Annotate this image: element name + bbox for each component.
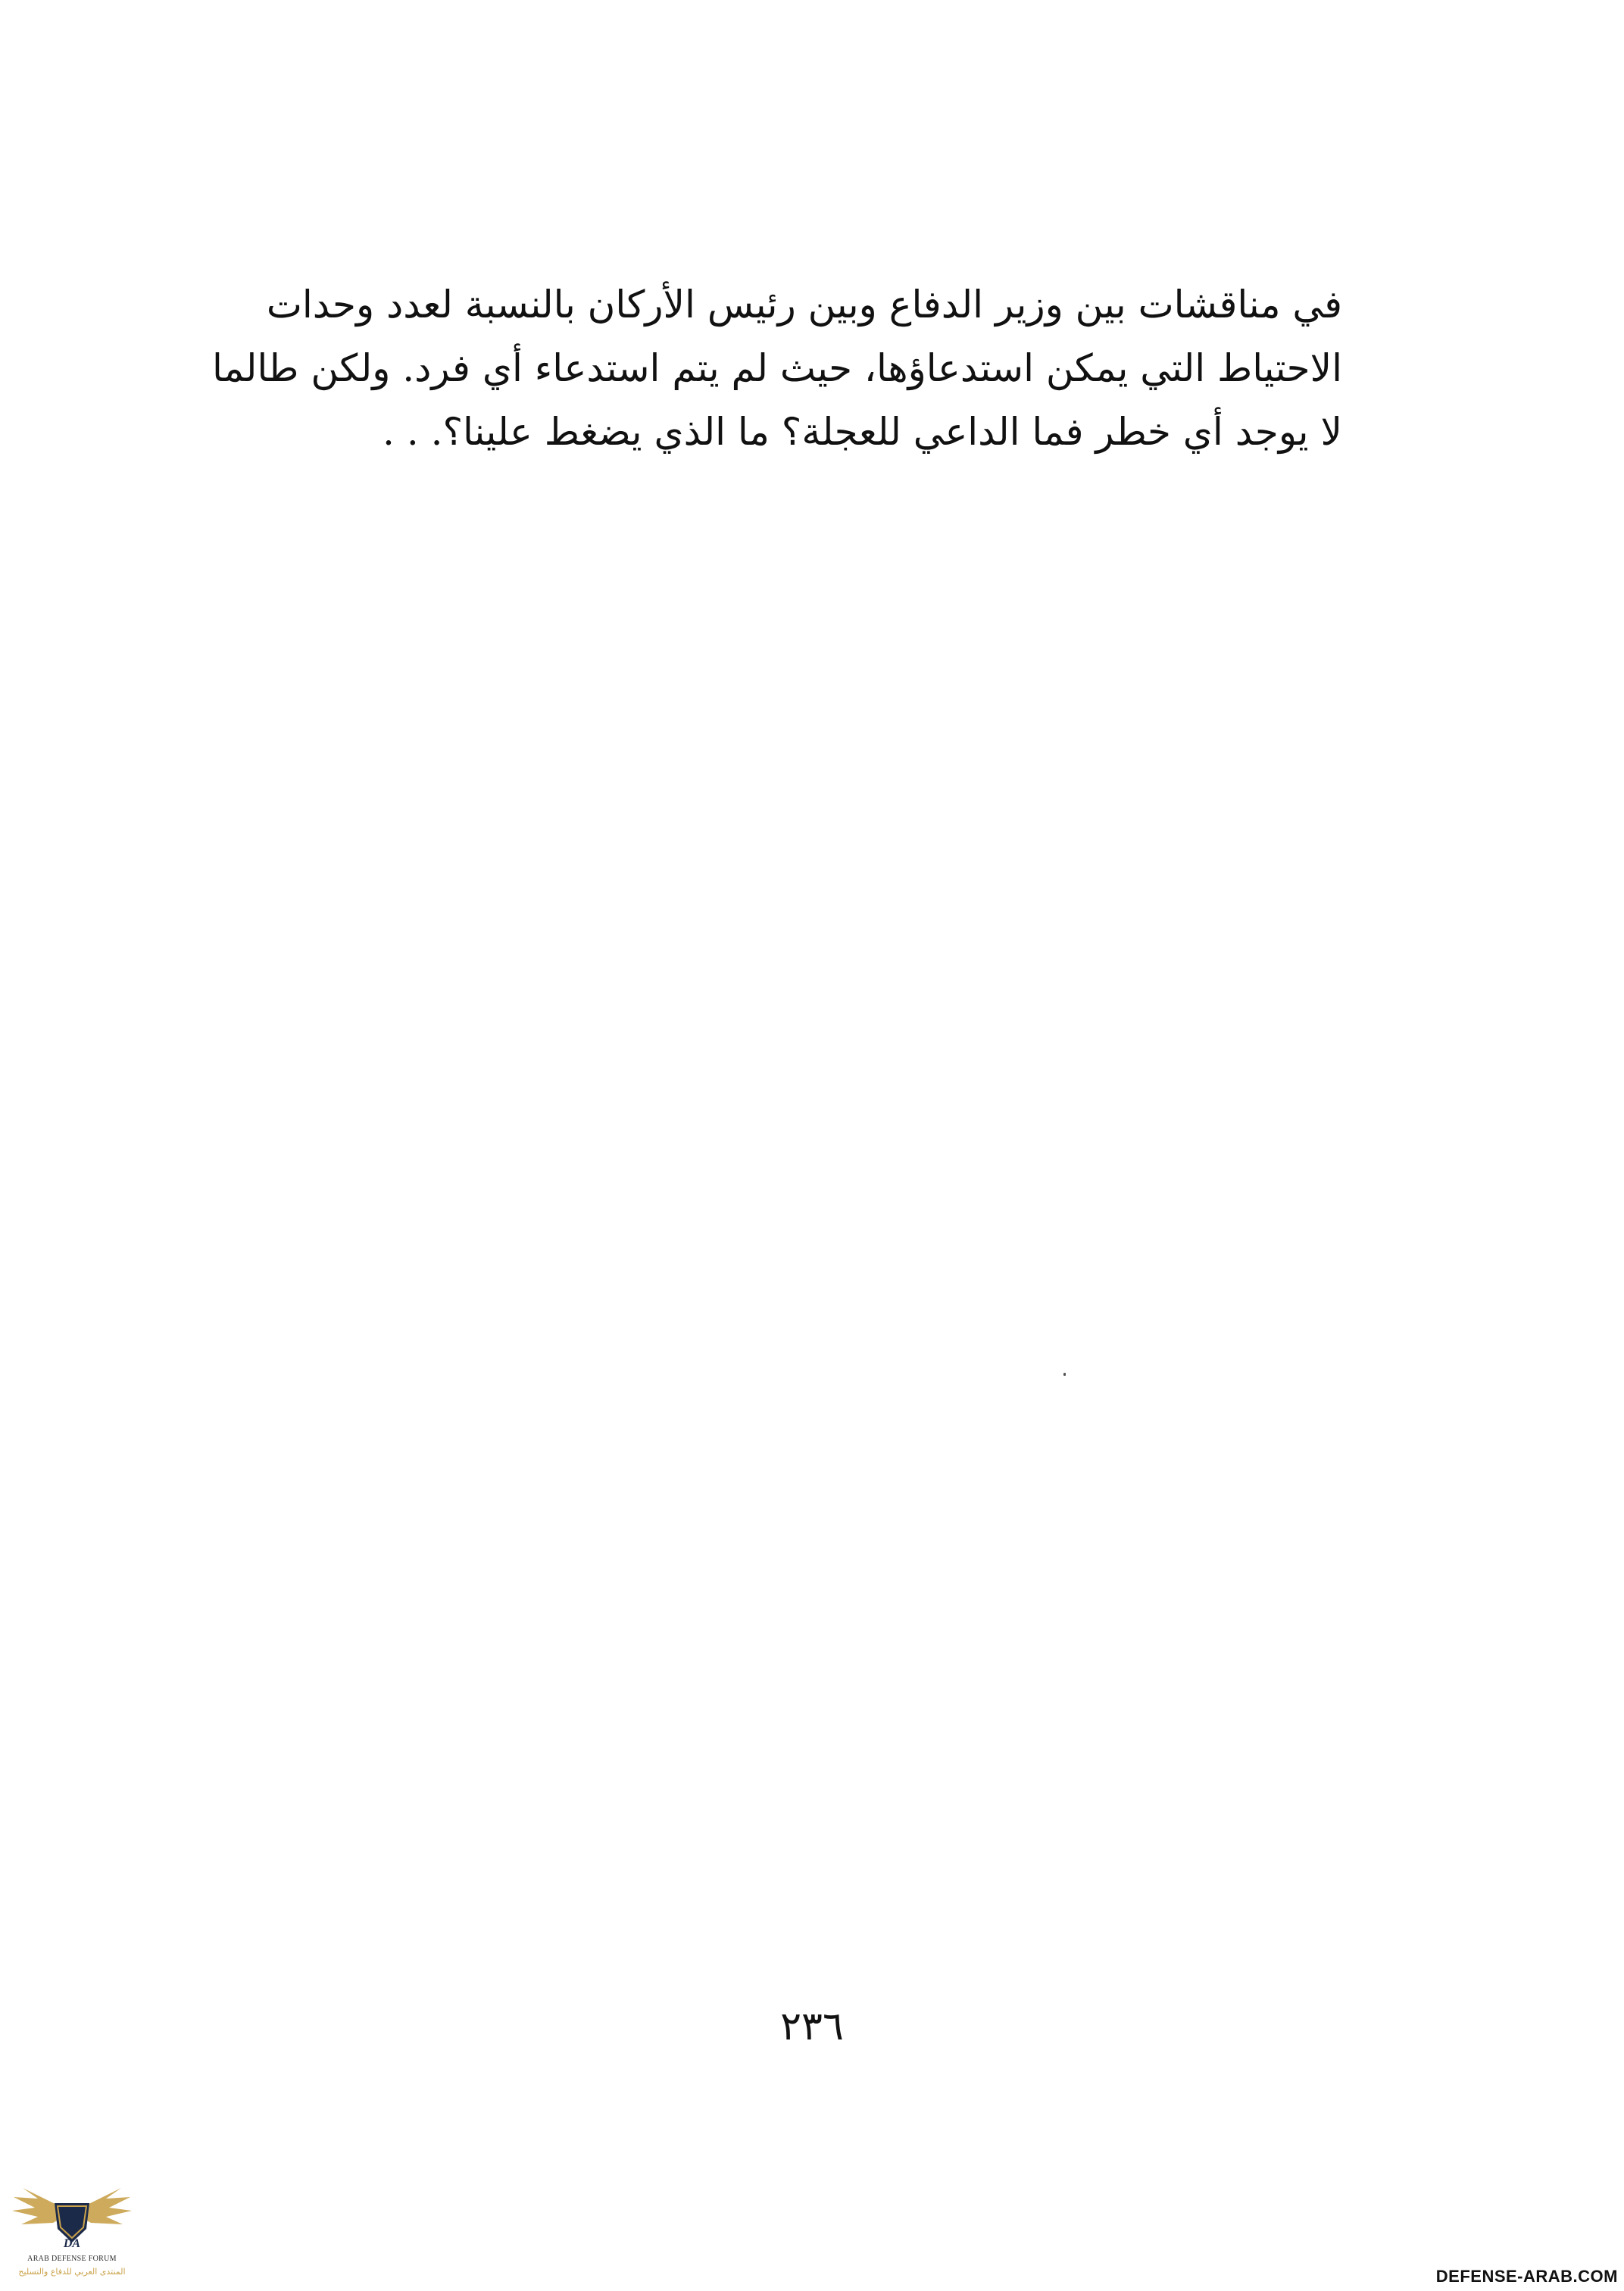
scan-speck	[1063, 1373, 1066, 1376]
arab-defense-forum-logo	[8, 2182, 136, 2288]
paragraph-line-1: في مناقشات بين وزير الدفاع وبين رئيس الأركان بالنسبة لعدد وحدات	[266, 283, 1342, 327]
logo-text-ar: المنتدى العربي للدفاع والتسليح	[18, 2267, 126, 2277]
svg-text:DA: DA	[63, 2237, 81, 2250]
paragraph-line-3: لا يوجد أي خطر فما الداعي للعجلة؟ ما الذي يضغط علينا؟. . .	[383, 410, 1342, 454]
eagle-icon	[8, 2182, 136, 2258]
page-number: ٢٣٦	[780, 2004, 844, 2049]
body-paragraph	[212, 273, 1342, 464]
site-watermark: DEFENSE-ARAB.COM	[1435, 2267, 1618, 2286]
paragraph-line-2: الاحتياط التي يمكن استدعاؤها، حيث لم يتم استدعاء أي فرد. ولكن طالما	[212, 346, 1342, 390]
logo-text-en: ARAB DEFENSE FORUM	[27, 2255, 117, 2263]
